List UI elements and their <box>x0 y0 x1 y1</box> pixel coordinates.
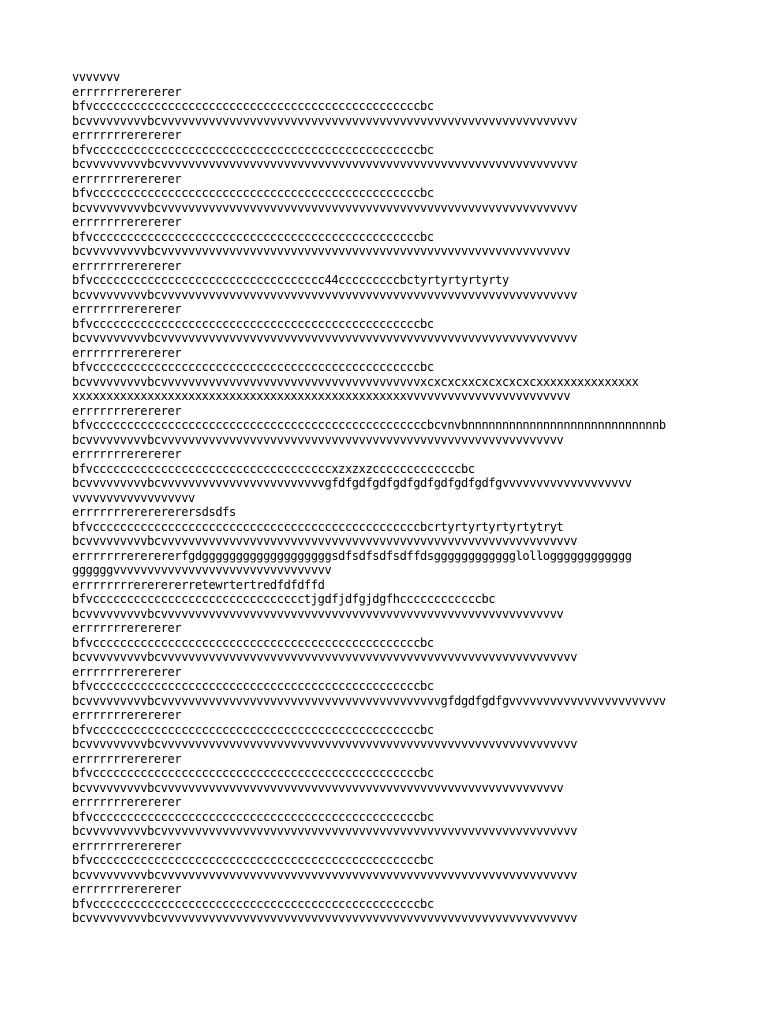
document-page <box>72 70 712 926</box>
text-line: bcvvvvvvvvvbcvvvvvvvvvvvvvvvvvvvvvvvvvvvvvvvvvvvvvvvvvvvvvvvvvvvvvvvvvvvvv <box>72 157 578 171</box>
text-line: errrrrrrerererer <box>72 621 182 635</box>
text-line: xxxxxxxxxxxxxxxxxxxxxxxxxxxxxxxxxxxxxxxxxxxxxxxxxvvvvvvvvvvvvvvvvvvvvvvvv <box>72 389 571 403</box>
text-line: bcvvvvvvvvvbcvvvvvvvvvvvvvvvvvvvvvvvvvvvvvvvvvvvvvvvvvvvvvvvvvvvvvvvvvvvvv <box>72 287 578 302</box>
text-line: errrrrrrerererer <box>72 345 182 360</box>
text-line: bcvvvvvvvvvbcvvvvvvvvvvvvvvvvvvvvvvvvvvvvvvvvvvvvvvvvvvvvvvvvvvvvvvvvvvvvv <box>72 911 578 925</box>
text-line: bfvccccccccccccccccccccccccccccccccccccccccccccccccbc <box>72 896 434 911</box>
text-line: bcvvvvvvvvvbcvvvvvvvvvvvvvvvvvvvvvvvvvvvvvvvvvvvvvvvvvvvvvvvvvvvvvvvvvvv <box>72 780 564 795</box>
text-line: errrrrrrerererer <box>72 447 182 461</box>
text-line: bfvccccccccccccccccccccccccccccccccccccccccccccccccbc <box>72 766 434 780</box>
text-line: errrrrrrerererer <box>72 171 182 186</box>
text-line: errrrrrrerererer <box>72 258 182 273</box>
text-line: bfvccccccccccccccccccccccccccccccccccccccccccccccccbc <box>72 722 434 737</box>
text-line: errrrrrrerererer <box>72 838 182 853</box>
text-line: bfvccccccccccccccccccccccccccccccccccccccccccccccccbc <box>72 809 434 824</box>
text-line: bcvvvvvvvvvbcvvvvvvvvvvvvvvvvvvvvvvvvvvvvvvvvvvvvvvvvvvvvvvvvvvvvvvvvvvvvv <box>72 534 578 548</box>
text-line: bfvcccccccccccccccccccccccccccccccccccxzxzxzcccccccccccccbc <box>72 461 475 476</box>
text-line: bfvccccccccccccccccccccccccccccccccccccccccccccccccbcrtyrtyrtyrtyrtytryt <box>72 519 564 534</box>
text-line: errrrrrrerererer <box>72 215 182 229</box>
text-line: bcvvvvvvvvvbcvvvvvvvvvvvvvvvvvvvvvvvvvvvvvvvvvvvvvvvvvvvvvvvvvvvvvvvvvvvvv <box>72 867 578 882</box>
text-line: errrrrrrerererer <box>72 302 182 316</box>
text-line: bfvcccccccccccccccccccccccccccccccccccccccccccccccccbcvnvbnnnnnnnnnnnnnnnnnnnnnnnnnnnnb <box>72 418 666 432</box>
text-line: bcvvvvvvvvvbcvvvvvvvvvvvvvvvvvvvvvvvvvvvvvvvvvvvvvvvvvvvvvvvvvvvvvvvvvvvvv <box>72 200 578 215</box>
text-line: errrrrrrerererer <box>72 882 182 896</box>
text-line: bfvcccccccccccccccccccccccccccccccccc44cccccccccbctyrtyrtyrtyrty <box>72 273 509 287</box>
text-line: bfvccccccccccccccccccccccccccccccccccccccccccccccccbc <box>72 142 434 157</box>
text-line: bfvccccccccccccccccccccccccccccccccccccccccccccccccbc <box>72 99 434 113</box>
text-line: bcvvvvvvvvvbcvvvvvvvvvvvvvvvvvvvvvvvvvvvvvvvvvvvvvvvvvvvvvvvvvvvvvvvvvvvvv <box>72 331 578 345</box>
text-line: bcvvvvvvvvvbcvvvvvvvvvvvvvvvvvvvvvvvvvvvvvvvvvvvvvvvvvvvvvvvvvvvvvvvvvvv <box>72 432 564 447</box>
text-line: bfvccccccccccccccccccccccccccccccccccccccccccccccccbc <box>72 635 434 650</box>
text-line: errrrrrrerererer <box>72 128 182 142</box>
text-line: bcvvvvvvvvvbcvvvvvvvvvvvvvvvvvvvvvvvvvvvvvvvvvvvvvvvvvvvvvvvvvvvvvvvvvvvvv <box>72 824 578 838</box>
text-line: bfvccccccccccccccccccccccccccccccctjgdfjdfgjdgfhccccccccccccbc <box>72 592 496 606</box>
text-line: bcvvvvvvvvvbcvvvvvvvvvvvvvvvvvvvvvvvvgfdfgdfgdfgdfgdfgdfgdfgdfgvvvvvvvvvvvvvvvvvvv <box>72 476 632 490</box>
text-line: errrrrrrrererererretewrtertredfdfdffd <box>72 577 325 592</box>
text-line: errrrrrrerererer <box>72 403 182 418</box>
text-line: errrrrrrererererersdsdfs <box>72 505 236 519</box>
text-line: errrrrrrerererer <box>72 708 182 722</box>
text-line: errrrrrrererererfgdgggggggggggggggggggsdfsdfsdfsdffdsgggggggggggglollogggggggggggg <box>72 548 632 563</box>
text-line: bcvvvvvvvvvbcvvvvvvvvvvvvvvvvvvvvvvvvvvvvvvvvvvvvvvvvvvvvvvvvvvvvvvvvvvvvv <box>72 113 578 128</box>
text-line: bcvvvvvvvvvbcvvvvvvvvvvvvvvvvvvvvvvvvvvvvvvvvvvvvvvvvvvvvvvvvvvvvvvvvvvvvv <box>72 650 578 664</box>
text-line: bfvccccccccccccccccccccccccccccccccccccccccccccccccbc <box>72 229 434 244</box>
text-line: errrrrrrerererer <box>72 664 182 679</box>
text-line: bfvccccccccccccccccccccccccccccccccccccccccccccccccbc <box>72 360 434 374</box>
text-line: bcvvvvvvvvvbcvvvvvvvvvvvvvvvvvvvvvvvvvvvvvvvvvvvvvvvvvvvvvvvvvvvvvvvvvvvv <box>72 244 571 258</box>
text-line: bcvvvvvvvvvbcvvvvvvvvvvvvvvvvvvvvvvvvvvvvvvvvvvvvvvvvvgfdgdfgdfgvvvvvvvvvvvvvvvvvvvvvvv <box>72 693 666 708</box>
text-line: bfvccccccccccccccccccccccccccccccccccccccccccccccccbc <box>72 316 434 331</box>
text-line: bcvvvvvvvvvbcvvvvvvvvvvvvvvvvvvvvvvvvvvvvvvvvvvvvvvxcxcxcxxcxcxcxcxcxxxxxxxxxxxxxxx <box>72 374 639 389</box>
text-line: ggggggvvvvvvvvvvvvvvvvvvvvvvvvvvvvvvvv <box>72 563 332 577</box>
text-line: errrrrrrerererer <box>72 84 182 99</box>
text-line: bcvvvvvvvvvbcvvvvvvvvvvvvvvvvvvvvvvvvvvvvvvvvvvvvvvvvvvvvvvvvvvvvvvvvvvvvv <box>72 737 578 751</box>
text-line: bfvccccccccccccccccccccccccccccccccccccccccccccccccbc <box>72 679 434 693</box>
text-line: errrrrrrerererer <box>72 795 182 809</box>
text-line: vvvvvvv <box>72 70 120 84</box>
text-line: bfvccccccccccccccccccccccccccccccccccccccccccccccccbc <box>72 853 434 867</box>
text-line: bcvvvvvvvvvbcvvvvvvvvvvvvvvvvvvvvvvvvvvvvvvvvvvvvvvvvvvvvvvvvvvvvvvvvvvv <box>72 606 564 621</box>
text-line: errrrrrrerererer <box>72 751 182 766</box>
text-line: vvvvvvvvvvvvvvvvvv <box>72 490 195 505</box>
text-line: bfvccccccccccccccccccccccccccccccccccccccccccccccccbc <box>72 186 434 200</box>
